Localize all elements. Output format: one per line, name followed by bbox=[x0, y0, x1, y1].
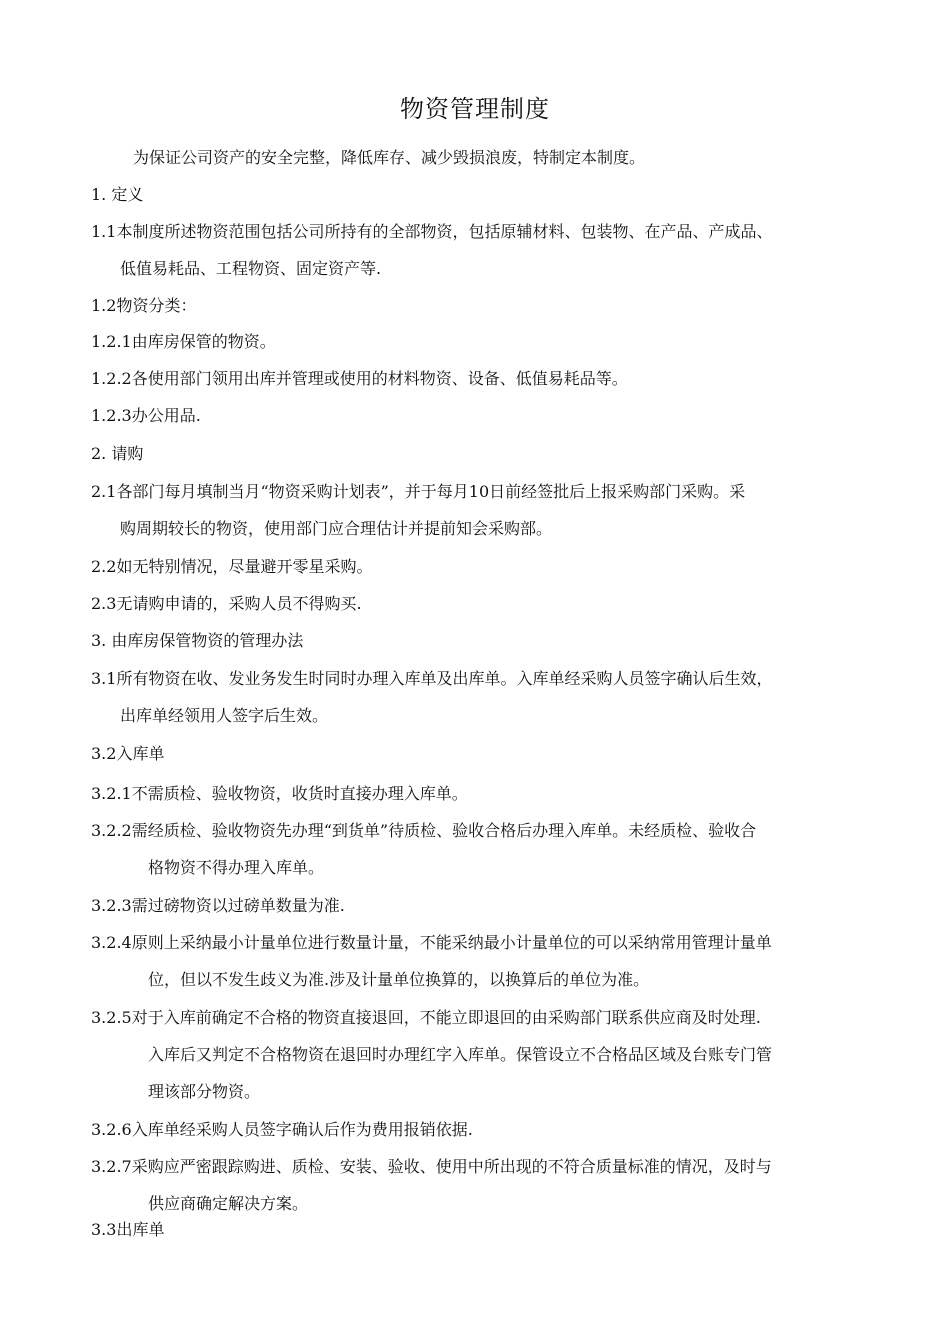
clause-line: 3.2.7采购应严密跟踪购进、质检、安装、验收、使用中所出现的不符合质量标准的情况，及时与 bbox=[91, 1157, 772, 1176]
clause-line: 1.2.2各使用部门领用出库并管理或使用的材料物资、设备、低值易耗品等。 bbox=[91, 369, 628, 388]
document-title: 物资管理制度 bbox=[400, 95, 550, 123]
clause-line: 2.1各部门每月填制当月“物资采购计划表”，并于每月10日前经签批后上报采购部门采购。采 bbox=[91, 482, 746, 501]
clause-line: 3.2.3需过磅物资以过磅单数量为准. bbox=[91, 896, 345, 915]
clause-line: 3.2.4原则上采纳最小计量单位进行数量计量，不能采纳最小计量单位的可以采纳常用管理计量单 bbox=[91, 933, 772, 952]
clause-continuation: 入库后又判定不合格物资在退回时办理红字入库单。保管设立不合格品区域及台账专门管 bbox=[148, 1045, 773, 1064]
section-heading: 1. 定义 bbox=[91, 185, 144, 204]
clause-continuation: 理该部分物资。 bbox=[148, 1082, 261, 1101]
clause-line: 3.2.2需经质检、验收物资先办理“到货单”待质检、验收合格后办理入库单。未经质检、验收合 bbox=[91, 821, 757, 840]
intro-paragraph: 为保证公司资产的安全完整，降低库存、减少毁损浪废，特制定本制度。 bbox=[133, 148, 646, 167]
clause-continuation: 位，但以不发生歧义为准.涉及计量单位换算的，以换算后的单位为准。 bbox=[148, 970, 650, 989]
clause-line: 3.2.5对于入库前确定不合格的物资直接退回，不能立即退回的由采购部门联系供应商及时处理. bbox=[91, 1008, 761, 1027]
clause-line: 3.3出库单 bbox=[91, 1220, 165, 1239]
clause-line: 3.2入库单 bbox=[91, 744, 165, 763]
clause-line: 1.2物资分类： bbox=[91, 296, 197, 315]
clause-line: 1.2.3办公用品. bbox=[91, 406, 201, 425]
clause-line: 2.2如无特别情况，尽量避开零星采购。 bbox=[91, 557, 373, 576]
clause-line: 1.2.1由库房保管的物资。 bbox=[91, 332, 276, 351]
clause-continuation: 格物资不得办理入库单。 bbox=[148, 858, 325, 877]
section-heading: 3. 由库房保管物资的管理办法 bbox=[91, 631, 304, 650]
clause-line: 3.2.1不需质检、验收物资，收货时直接办理入库单。 bbox=[91, 784, 468, 803]
clause-line: 3.1所有物资在收、发业务发生时同时办理入库单及出库单。入库单经采购人员签字确认后生效， bbox=[91, 669, 773, 688]
clause-line: 3.2.6入库单经采购人员签字确认后作为费用报销依据. bbox=[91, 1120, 473, 1139]
clause-continuation: 购周期较长的物资，使用部门应合理估计并提前知会采购部。 bbox=[120, 519, 553, 538]
clause-line: 2.3无请购申请的，采购人员不得购买. bbox=[91, 594, 362, 613]
clause-continuation: 出库单经领用人签字后生效。 bbox=[120, 706, 329, 725]
section-heading: 2. 请购 bbox=[91, 444, 144, 463]
clause-line: 1.1本制度所述物资范围包括公司所持有的全部物资，包括原辅材料、包装物、在产品、产成品、 bbox=[91, 222, 773, 241]
clause-continuation: 低值易耗品、工程物资、固定资产等. bbox=[120, 259, 382, 278]
clause-continuation: 供应商确定解决方案。 bbox=[148, 1194, 309, 1213]
